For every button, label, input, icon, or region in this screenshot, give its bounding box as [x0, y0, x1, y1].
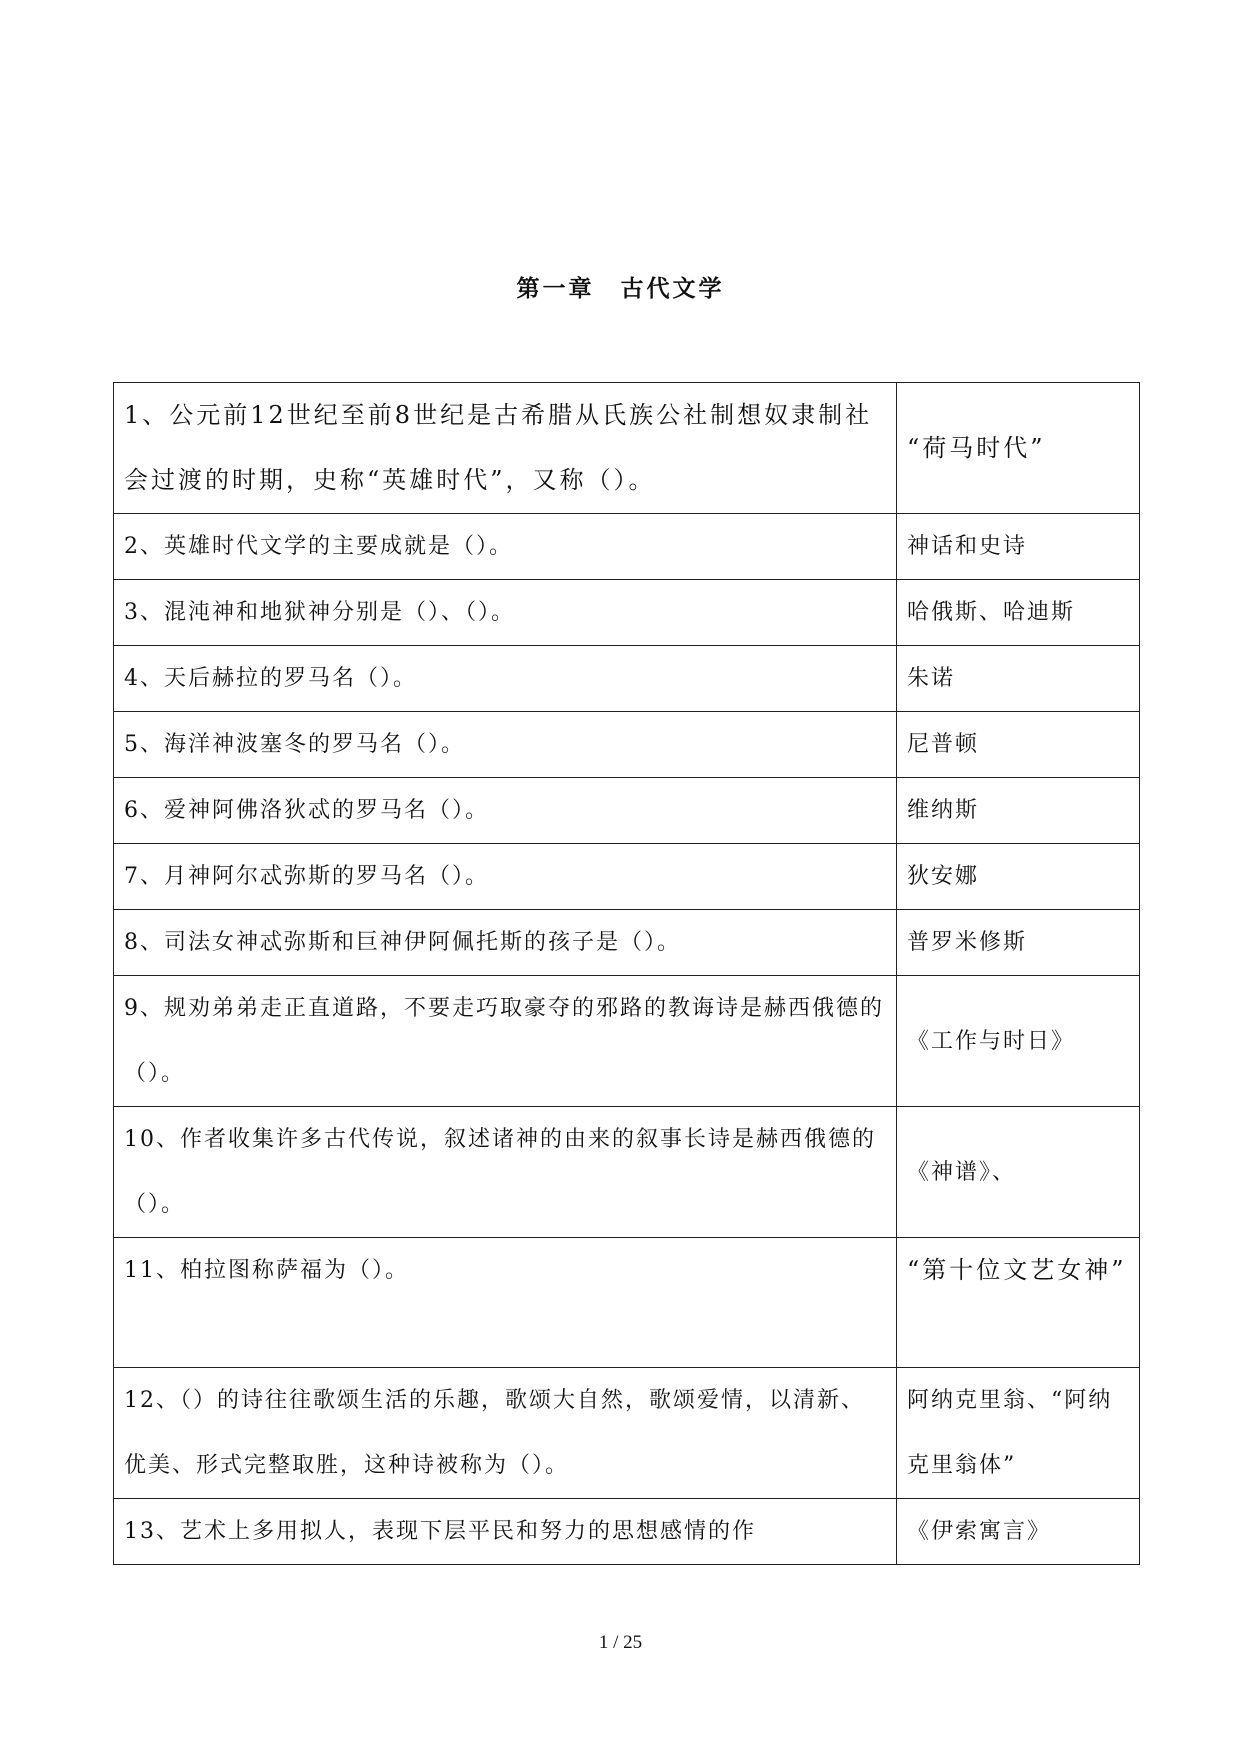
answer-cell: “荷马时代” — [897, 383, 1140, 514]
table-row — [114, 1238, 1140, 1368]
question-cell: 2、英雄时代文学的主要成就是（）。 — [114, 514, 897, 580]
question-cell: 8、司法女神忒弥斯和巨神伊阿佩托斯的孩子是（）。 — [114, 910, 897, 976]
question-cell: 4、天后赫拉的罗马名（）。 — [114, 646, 897, 712]
question-cell: 13、艺术上多用拟人，表现下层平民和努力的思想感情的作 — [114, 1499, 897, 1565]
table-row — [114, 514, 1140, 580]
answer-cell: 朱诺 — [897, 646, 1140, 712]
question-cell: 6、爱神阿佛洛狄忒的罗马名（）。 — [114, 778, 897, 844]
answer-cell: 维纳斯 — [897, 778, 1140, 844]
page-number: 1 / 25 — [598, 1632, 643, 1653]
answer-cell: 尼普顿 — [897, 712, 1140, 778]
question-cell: 10、作者收集许多古代传说，叙述诸神的由来的叙事长诗是赫西俄德的（）。 — [114, 1107, 897, 1238]
table-row — [114, 646, 1140, 712]
table-row — [114, 844, 1140, 910]
question-cell: 5、海洋神波塞冬的罗马名（）。 — [114, 712, 897, 778]
qa-table — [113, 382, 1140, 1565]
answer-cell: 《伊索寓言》 — [897, 1499, 1140, 1565]
question-cell: 7、月神阿尔忒弥斯的罗马名（）。 — [114, 844, 897, 910]
answer-cell: 哈俄斯、哈迪斯 — [897, 580, 1140, 646]
table-row — [114, 778, 1140, 844]
answer-cell: 《工作与时日》 — [897, 976, 1140, 1107]
question-cell: 9、规劝弟弟走正直道路，不要走巧取豪夺的邪路的教诲诗是赫西俄德的（）。 — [114, 976, 897, 1107]
table-row — [114, 1107, 1140, 1238]
page-title: 第一章 古代文学 — [516, 275, 725, 302]
answer-cell: 狄安娜 — [897, 844, 1140, 910]
table-row — [114, 580, 1140, 646]
answer-cell: 普罗米修斯 — [897, 910, 1140, 976]
answer-cell: “第十位文艺女神” — [897, 1238, 1140, 1368]
table-row — [114, 383, 1140, 514]
answer-cell: 阿纳克里翁、“阿纳克里翁体” — [897, 1368, 1140, 1499]
question-cell: 3、混沌神和地狱神分别是（）、（）。 — [114, 580, 897, 646]
table-row — [114, 1368, 1140, 1499]
table-row — [114, 910, 1140, 976]
question-cell: 12、（）的诗往往歌颂生活的乐趣，歌颂大自然，歌颂爱情，以清新、优美、形式完整取胜，这种诗被称为（）。 — [114, 1368, 897, 1499]
question-cell: 11、柏拉图称萨福为（）。 — [114, 1238, 897, 1368]
table-row — [114, 976, 1140, 1107]
table-row — [114, 712, 1140, 778]
answer-cell: 神话和史诗 — [897, 514, 1140, 580]
answer-cell: 《神谱》、 — [897, 1107, 1140, 1238]
question-cell: 1、公元前12世纪至前8世纪是古希腊从氏族公社制想奴隶制社会过渡的时期，史称“英雄时代”，又称（）。 — [114, 383, 897, 514]
table-row — [114, 1499, 1140, 1565]
